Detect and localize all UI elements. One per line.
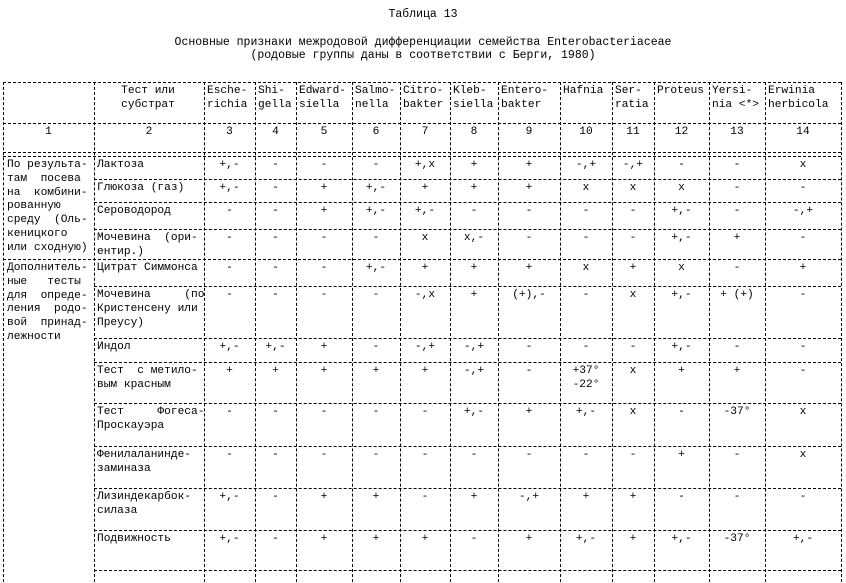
result-cell: - <box>525 341 533 353</box>
test-name-cell: Индол <box>97 341 131 353</box>
result-cell: -37° <box>723 406 751 418</box>
result-cell: - <box>372 232 380 244</box>
result-cell: x <box>799 406 807 418</box>
header-cell-genus: Entero- bakter <box>501 85 548 111</box>
row-divider <box>3 152 841 153</box>
header-cell-genus: Kleb- siella <box>453 85 494 111</box>
result-cell: +,- <box>219 182 240 194</box>
result-cell: - <box>733 449 741 461</box>
test-name-cell: Лизиндекарбок- силаза <box>97 491 191 517</box>
result-cell: - <box>320 262 328 274</box>
test-name-cell: Сероводород <box>97 205 171 217</box>
test-name-cell: Глюкоза (газ) <box>97 182 185 194</box>
result-cell: + <box>226 365 233 377</box>
result-cell: -,+ <box>463 365 485 377</box>
result-cell: + <box>470 491 478 503</box>
result-cell: - <box>272 533 279 545</box>
result-cell: + <box>733 365 741 377</box>
result-cell: +,- <box>671 341 692 353</box>
result-cell: + <box>470 159 478 171</box>
result-cell: - <box>226 205 233 217</box>
result-cell: - <box>272 289 279 301</box>
column-number: 12 <box>674 126 689 138</box>
result-cell: + <box>470 262 478 274</box>
result-cell: + <box>470 182 478 194</box>
column-number: 3 <box>226 126 233 138</box>
column-number: 7 <box>421 126 429 138</box>
result-cell: + <box>470 289 478 301</box>
result-cell: - <box>525 449 533 461</box>
result-cell: +,- <box>365 205 387 217</box>
result-cell: - <box>372 406 380 418</box>
test-name-cell: Подвижность <box>97 533 171 545</box>
header-cell-genus: Hafnia <box>563 85 604 97</box>
result-cell: -,x <box>414 289 436 301</box>
result-cell: - <box>733 205 741 217</box>
result-cell: +,- <box>575 406 597 418</box>
column-number: 6 <box>372 126 380 138</box>
result-cell: - <box>733 159 741 171</box>
column-number: 1 <box>45 126 52 138</box>
table-title-line1: Основные признаки межродовой дифференциации семейства Enterobacteriaceae <box>174 36 672 49</box>
result-cell: - <box>320 232 328 244</box>
header-cell-genus: Citro- bakter <box>403 85 444 111</box>
header-cell-genus: Shi- gella <box>258 85 292 111</box>
result-cell: + <box>525 533 533 545</box>
result-cell: - <box>733 182 741 194</box>
result-cell: - <box>799 232 807 244</box>
result-cell: - <box>226 289 233 301</box>
result-cell: - <box>272 182 279 194</box>
result-cell: - <box>733 262 741 274</box>
result-cell: +,- <box>219 159 240 171</box>
result-cell: +,x <box>414 159 436 171</box>
result-cell: x,- <box>463 232 485 244</box>
table-label: Таблица 13 <box>388 8 458 21</box>
result-cell: + <box>421 262 429 274</box>
result-cell: (+),- <box>512 289 546 301</box>
result-cell: - <box>525 232 533 244</box>
result-cell: - <box>733 341 741 353</box>
result-cell: + <box>733 232 741 244</box>
result-cell: + <box>629 533 637 545</box>
result-cell: - <box>629 232 637 244</box>
result-cell: - <box>320 159 328 171</box>
result-cell: - <box>470 449 478 461</box>
result-cell: - <box>272 491 279 503</box>
result-cell: + <box>421 182 429 194</box>
result-cell: - <box>226 232 233 244</box>
result-cell: +,- <box>219 491 240 503</box>
result-cell: - <box>226 262 233 274</box>
test-name-cell: Тест Фогеса- Проскауэра <box>97 406 204 432</box>
result-cell: - <box>799 365 807 377</box>
result-cell: x <box>629 182 637 194</box>
result-cell: - <box>582 449 590 461</box>
result-cell: x <box>629 289 637 301</box>
result-cell: + <box>421 365 429 377</box>
result-cell: + <box>421 533 429 545</box>
result-cell: - <box>582 289 590 301</box>
result-cell: +,- <box>671 289 692 301</box>
result-cell: - <box>320 449 328 461</box>
result-cell: - <box>272 406 279 418</box>
result-cell: x <box>421 232 429 244</box>
result-cell: -,+ <box>622 159 644 171</box>
result-cell: - <box>372 341 380 353</box>
result-cell: +,- <box>219 341 240 353</box>
table-title-line2: (родовые группы даны в соответствии с Берги, 1980) <box>250 49 596 62</box>
result-cell: + <box>372 533 380 545</box>
result-cell: + <box>320 182 328 194</box>
enterobacteriaceae-table <box>3 82 841 582</box>
result-cell: - <box>799 491 807 503</box>
result-cell: - <box>799 289 807 301</box>
result-cell: - <box>582 205 590 217</box>
result-cell: - <box>226 449 233 461</box>
test-name-cell: Фенилаланинде- заминаза <box>97 449 191 475</box>
result-cell: + <box>372 365 380 377</box>
result-cell: +,- <box>365 262 387 274</box>
result-cell: +,- <box>414 205 436 217</box>
header-cell-genus: Erwinia herbicola <box>768 85 829 111</box>
result-cell: - <box>525 205 533 217</box>
result-cell: - <box>372 159 380 171</box>
result-cell: + (+) <box>720 289 754 301</box>
column-number: 5 <box>320 126 328 138</box>
result-cell: - <box>421 491 429 503</box>
result-cell: + <box>678 365 685 377</box>
column-number: 9 <box>525 126 533 138</box>
result-cell: x <box>582 182 590 194</box>
result-cell: -,+ <box>575 159 597 171</box>
result-cell: +,- <box>671 232 692 244</box>
test-name-cell: Тест с метило- вым красным <box>97 365 198 391</box>
header-cell-test: Тест или субстрат <box>121 85 175 111</box>
result-cell: x <box>582 262 590 274</box>
header-cell-genus: Esche- richia <box>207 85 248 111</box>
result-cell: - <box>421 406 429 418</box>
result-cell: + <box>525 406 533 418</box>
result-cell: - <box>320 406 328 418</box>
result-cell: + <box>372 491 380 503</box>
result-cell: x <box>629 365 637 377</box>
result-cell: - <box>272 159 279 171</box>
result-cell: - <box>525 365 533 377</box>
column-number: 2 <box>145 126 153 138</box>
result-cell: - <box>629 341 637 353</box>
result-cell: - <box>320 289 328 301</box>
result-cell: - <box>372 449 380 461</box>
result-cell: +,- <box>365 182 387 194</box>
result-cell: +,- <box>575 533 597 545</box>
result-cell: - <box>272 449 279 461</box>
result-cell: +,- <box>265 341 286 353</box>
result-cell: - <box>582 232 590 244</box>
column-number: 4 <box>272 126 279 138</box>
result-cell: x <box>799 159 807 171</box>
result-cell: - <box>272 262 279 274</box>
result-cell: - <box>733 491 741 503</box>
result-cell: - <box>272 232 279 244</box>
column-number: 8 <box>470 126 478 138</box>
header-cell-group <box>3 82 94 123</box>
result-cell: + <box>629 491 637 503</box>
result-cell: + <box>320 365 328 377</box>
result-cell: +37° -22° <box>572 365 600 391</box>
test-name-cell: Цитрат Симмонса <box>97 262 198 274</box>
result-cell: +,- <box>792 533 814 545</box>
result-cell: - <box>629 449 637 461</box>
result-cell: +,- <box>463 406 485 418</box>
group-label-cell: Дополнитель- ные тесты для опреде- ления родо- вой принад- лежности <box>4 260 93 581</box>
result-cell: + <box>320 205 328 217</box>
result-cell: x <box>799 449 807 461</box>
result-cell: + <box>525 159 533 171</box>
column-number: 11 <box>626 126 640 138</box>
result-cell: +,- <box>671 205 692 217</box>
column-number: 10 <box>579 126 593 138</box>
result-cell: + <box>678 449 685 461</box>
result-cell: + <box>272 365 279 377</box>
result-cell: + <box>799 262 807 274</box>
result-cell: -37° <box>723 533 751 545</box>
header-cell-genus: Salmo- nella <box>355 85 396 111</box>
result-cell: - <box>799 341 807 353</box>
result-cell: - <box>421 449 429 461</box>
result-cell: x <box>629 406 637 418</box>
result-cell: - <box>226 406 233 418</box>
result-cell: + <box>525 182 533 194</box>
result-cell: -,+ <box>792 205 814 217</box>
column-divider <box>841 82 842 582</box>
row-divider <box>94 570 841 571</box>
header-cell-genus: Proteus <box>657 85 704 97</box>
result-cell: + <box>320 533 328 545</box>
result-cell: + <box>320 491 328 503</box>
result-cell: - <box>799 182 807 194</box>
result-cell: x <box>678 182 685 194</box>
result-cell: -,+ <box>414 341 436 353</box>
result-cell: - <box>678 159 685 171</box>
result-cell: - <box>678 491 685 503</box>
result-cell: - <box>470 533 478 545</box>
result-cell: + <box>582 491 590 503</box>
column-number: 14 <box>796 126 810 138</box>
result-cell: +,- <box>671 533 692 545</box>
column-number: 13 <box>730 126 744 138</box>
group-label-cell: По результа- там посева на комбини- рованную среду (Оль- кеницкого или сходную) <box>4 157 93 258</box>
result-cell: + <box>320 341 328 353</box>
result-cell: x <box>678 262 685 274</box>
result-cell: - <box>470 205 478 217</box>
result-cell: + <box>629 262 637 274</box>
result-cell: -,+ <box>518 491 540 503</box>
result-cell: - <box>678 406 685 418</box>
test-name-cell: Лактоза <box>97 159 144 171</box>
header-cell-genus: Ser- ratia <box>615 85 649 111</box>
result-cell: - <box>629 205 637 217</box>
header-cell-genus: Edward- siella <box>299 85 346 111</box>
result-cell: - <box>372 289 380 301</box>
header-cell-genus: Yersi- nia <*> <box>712 85 759 111</box>
result-cell: + <box>525 262 533 274</box>
result-cell: - <box>272 205 279 217</box>
test-name-cell: Мочевина (ори- ентир.) <box>97 232 198 258</box>
result-cell: - <box>582 341 590 353</box>
result-cell: -,+ <box>463 341 485 353</box>
test-name-cell: Мочевина (по Кристенсену или Преусу) <box>97 289 204 329</box>
result-cell: +,- <box>219 533 240 545</box>
